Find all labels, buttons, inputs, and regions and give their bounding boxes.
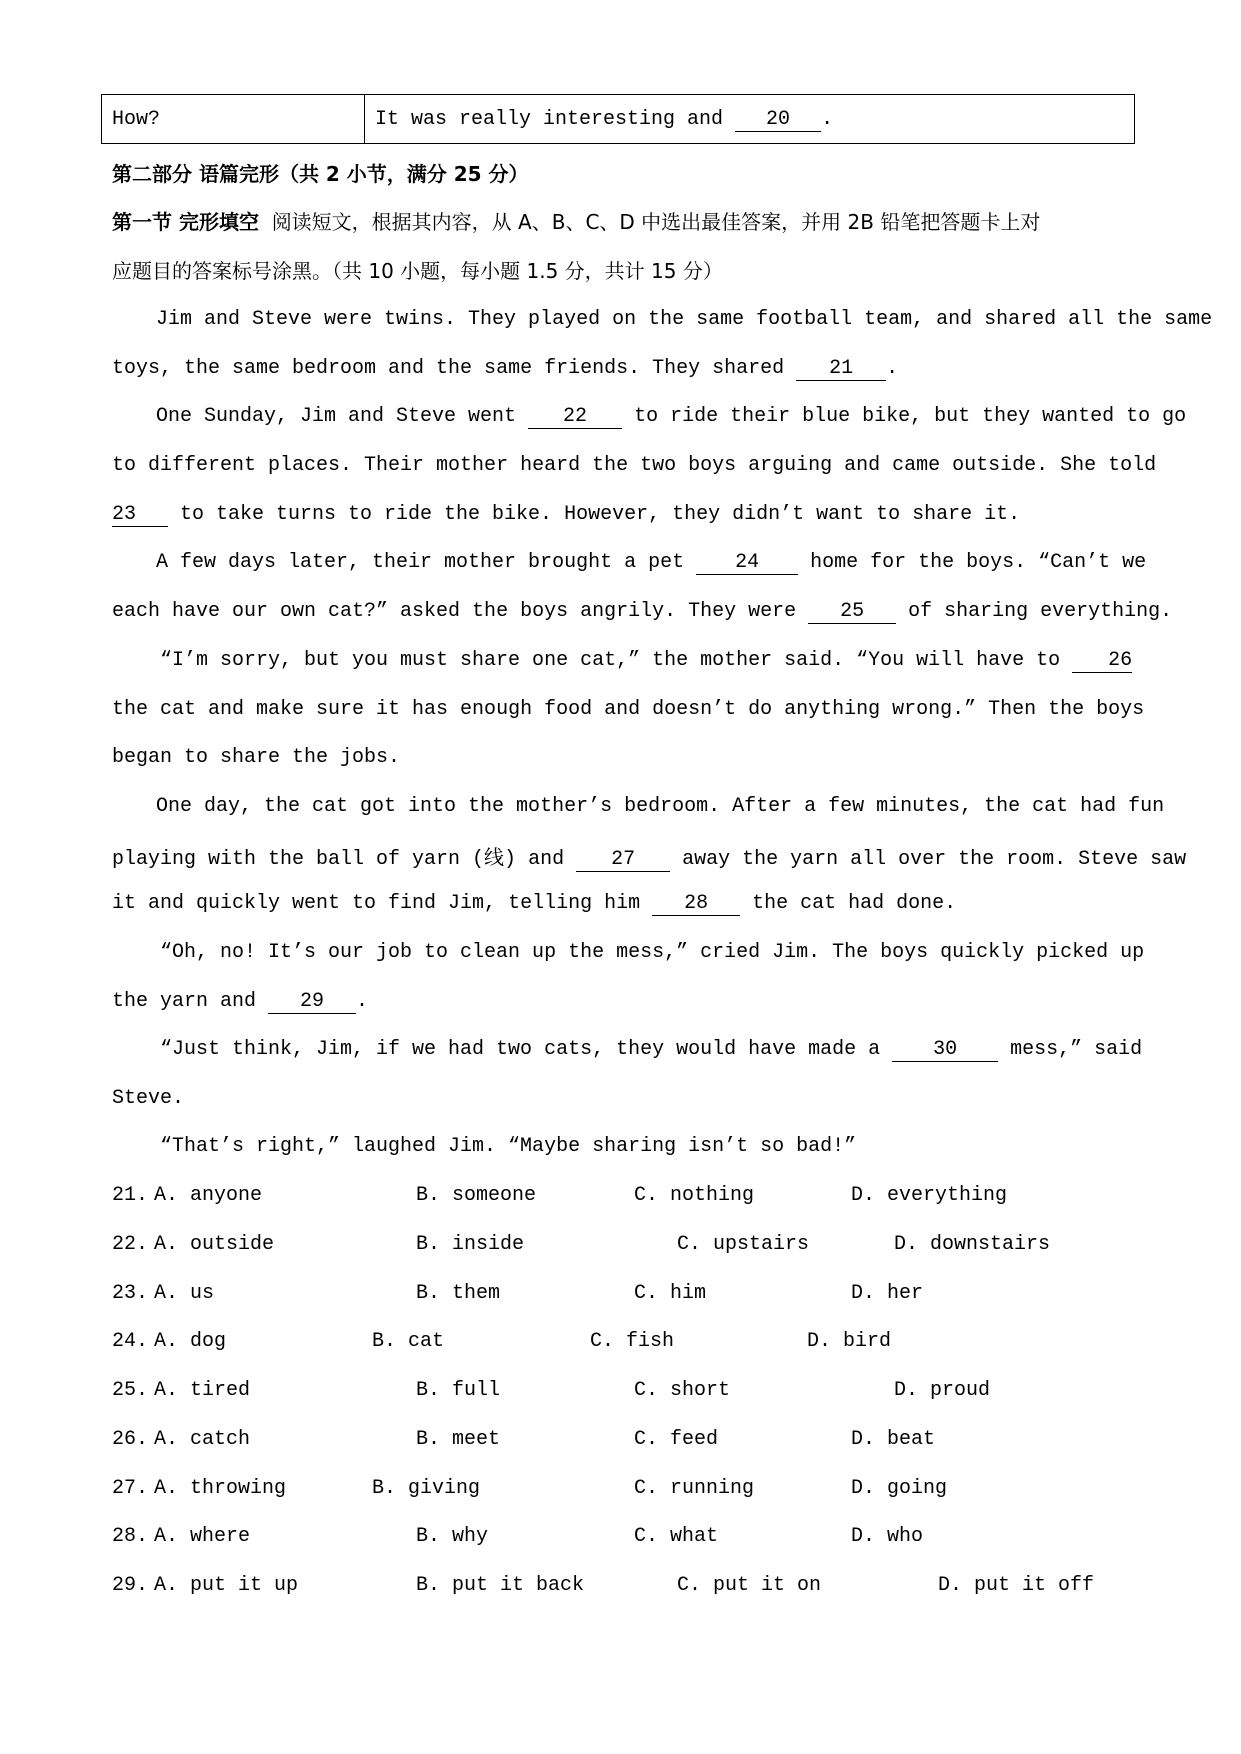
question-number: 23.: [112, 1282, 149, 1305]
passage-text: the yarn and: [112, 990, 269, 1013]
part-title: 第二部分 语篇完形（共 2 小节，满分 25 分）: [112, 162, 529, 186]
option-c: C. nothing: [634, 1184, 755, 1207]
option-a: A. us: [154, 1282, 215, 1305]
section-instruction-line-2: 应题目的答案标号涂黑。（共 10 小题，每小题 1.5 分，共计 15 分）: [112, 259, 723, 283]
passage-p5-line-1: One day, the cat got into the mother’s bedroom. After a few minutes, the cat had fun: [156, 795, 1165, 818]
passage-text: .: [356, 990, 369, 1013]
option-c: C. fish: [590, 1330, 675, 1353]
question-number: 21.: [112, 1184, 149, 1207]
passage-p4-line-2: the cat and make sure it has enough food and doesn’t do anything wrong.” Then the boys: [112, 698, 1145, 721]
passage-text: .: [886, 357, 899, 380]
option-d: D. who: [851, 1525, 924, 1548]
passage-text: to take turns to ride the bike. However, they didn’t want to share it.: [168, 503, 1021, 526]
passage-text: A few days later, their mother brought a pet: [156, 551, 697, 574]
option-d: D. bird: [807, 1330, 892, 1353]
option-a: A. put it up: [154, 1574, 299, 1597]
passage-p6-line-2: [112, 990, 368, 1014]
passage-text: it and quickly went to find Jim, telling him: [112, 892, 653, 915]
passage-p6-line-1: “Oh, no! It’s our job to clean up the mess,” cried Jim. The boys quickly picked up: [160, 941, 1145, 964]
passage-p2-line-3: [112, 503, 1020, 527]
option-b: B. put it back: [416, 1574, 585, 1597]
passage-p7-line-2: Steve.: [112, 1087, 185, 1110]
passage-p2-line-1: [156, 405, 1186, 429]
table-cell-answer: [365, 95, 1134, 143]
question-number: 29.: [112, 1574, 149, 1597]
passage-p8-line-1: “That’s right,” laughed Jim. “Maybe sharing isn’t so bad!”: [160, 1135, 857, 1158]
option-d: D. beat: [851, 1428, 936, 1451]
blank-23: 23: [112, 504, 168, 527]
blank-24: 24: [696, 552, 798, 575]
table-answer-suffix: .: [821, 108, 834, 131]
section-label: 第一节 完形填空: [112, 210, 259, 234]
option-c: C. him: [634, 1282, 707, 1305]
passage-text: away the yarn all over the room. Steve saw: [670, 848, 1187, 871]
option-a: A. where: [154, 1525, 251, 1548]
passage-text: home for the boys. “Can’t we: [798, 551, 1147, 574]
passage-p5-line-3: [112, 892, 956, 916]
passage-p4-line-1: [160, 649, 1132, 673]
option-d: D. downstairs: [894, 1233, 1051, 1256]
question-number: 27.: [112, 1477, 149, 1500]
passage-text: “I’m sorry, but you must share one cat,” the mother said. “You will have to: [160, 649, 1073, 672]
option-a: A. outside: [154, 1233, 275, 1256]
blank-29: 29: [268, 991, 356, 1014]
question-number: 22.: [112, 1233, 149, 1256]
blank-20: 20: [735, 109, 821, 132]
option-b: B. full: [416, 1379, 501, 1402]
option-a: A. throwing: [154, 1477, 287, 1500]
option-b: B. giving: [372, 1477, 481, 1500]
option-b: B. them: [416, 1282, 501, 1305]
option-c: C. put it on: [677, 1574, 822, 1597]
passage-text: playing with the ball of yarn (线) and: [112, 848, 577, 871]
option-b: B. inside: [416, 1233, 525, 1256]
blank-28: 28: [652, 893, 740, 916]
question-number: 25.: [112, 1379, 149, 1402]
option-b: B. why: [416, 1525, 489, 1548]
blank-21: 21: [796, 358, 886, 381]
answer-table-row: [101, 94, 1135, 144]
option-d: D. proud: [894, 1379, 991, 1402]
passage-text: of sharing everything.: [896, 600, 1173, 623]
question-number: 26.: [112, 1428, 149, 1451]
option-c: C. what: [634, 1525, 719, 1548]
table-cell-question: How?: [102, 95, 365, 143]
table-answer-text: It was really interesting and: [375, 108, 736, 131]
passage-p4-line-3: began to share the jobs.: [112, 746, 401, 769]
blank-26: 26: [1072, 650, 1132, 673]
passage-text: each have our own cat?” asked the boys angrily. They were: [112, 600, 809, 623]
option-d: D. put it off: [938, 1574, 1095, 1597]
passage-text: One Sunday, Jim and Steve went: [156, 405, 529, 428]
option-d: D. going: [851, 1477, 948, 1500]
blank-30: 30: [892, 1039, 998, 1062]
blank-22: 22: [528, 406, 622, 429]
option-c: C. feed: [634, 1428, 719, 1451]
question-number: 28.: [112, 1525, 149, 1548]
blank-25: 25: [808, 601, 896, 624]
option-b: B. cat: [372, 1330, 445, 1353]
passage-p2-line-2: to different places. Their mother heard the two boys arguing and came outside. She told: [112, 454, 1157, 477]
instruction-text-1: 阅读短文，根据其内容，从 A、B、C、D 中选出最佳答案，并用 2B 铅笔把答题卡上对: [271, 210, 1041, 234]
passage-p1-line-2: [112, 357, 898, 381]
option-c: C. short: [634, 1379, 731, 1402]
passage-p7-line-1: [160, 1038, 1142, 1062]
passage-text: “Just think, Jim, if we had two cats, they would have made a: [160, 1038, 893, 1061]
passage-text: toys, the same bedroom and the same friends. They shared: [112, 357, 797, 380]
passage-p1-line-1: Jim and Steve were twins. They played on the same football team, and shared all the same: [156, 308, 1213, 331]
option-c: C. running: [634, 1477, 755, 1500]
passage-text: mess,” said: [998, 1038, 1143, 1061]
option-a: A. tired: [154, 1379, 251, 1402]
option-a: A. catch: [154, 1428, 251, 1451]
option-b: B. someone: [416, 1184, 537, 1207]
option-a: A. anyone: [154, 1184, 263, 1207]
passage-text: to ride their blue bike, but they wanted to go: [622, 405, 1187, 428]
passage-p3-line-1: [156, 551, 1146, 575]
option-c: C. upstairs: [677, 1233, 810, 1256]
option-d: D. her: [851, 1282, 924, 1305]
option-a: A. dog: [154, 1330, 227, 1353]
option-d: D. everything: [851, 1184, 1008, 1207]
passage-p3-line-2: [112, 600, 1172, 624]
section-instruction-line-1: [112, 206, 1040, 235]
passage-p5-line-2: [112, 841, 1186, 872]
question-number: 24.: [112, 1330, 149, 1353]
blank-27: 27: [576, 849, 670, 872]
option-b: B. meet: [416, 1428, 501, 1451]
passage-text: the cat had done.: [740, 892, 957, 915]
